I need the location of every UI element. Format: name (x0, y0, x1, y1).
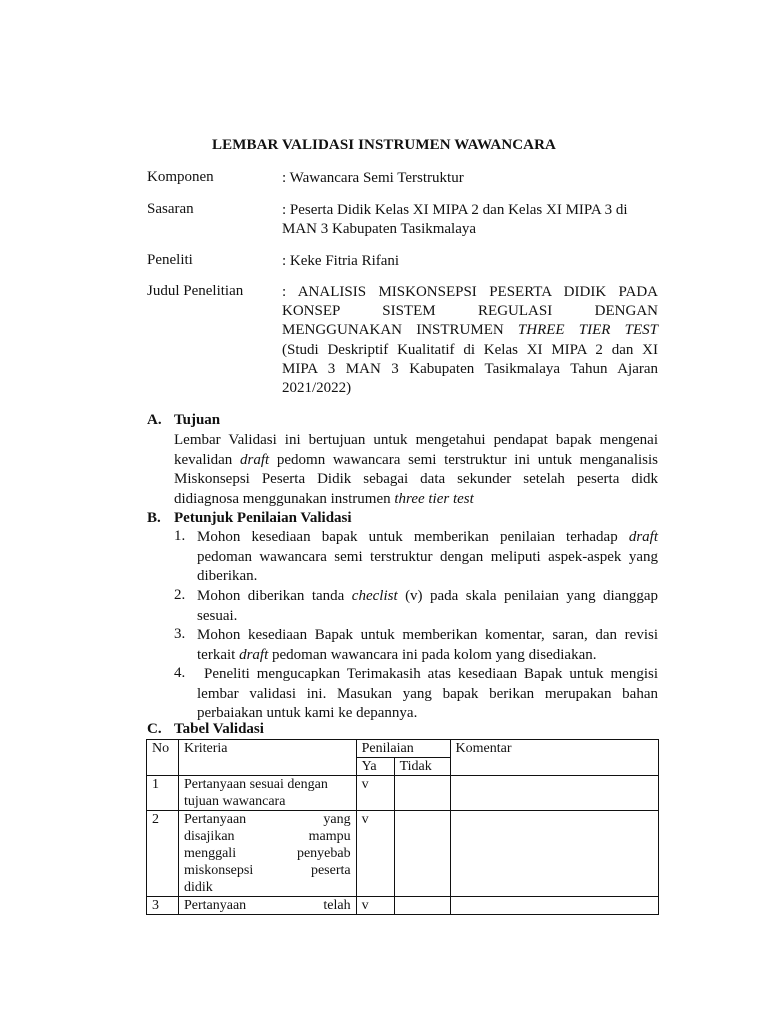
header-no: No (147, 740, 179, 776)
row-kriteria (178, 776, 356, 811)
paragraph-line (174, 490, 658, 510)
row-kriteria (178, 897, 356, 915)
item-line: Peneliti mengucapkan Terimakasih atas kesediaan Bapak untuk mengisi (197, 666, 658, 682)
text: Mohon diberikan tanda (197, 588, 352, 604)
judul-label: Judul Penelitian (147, 283, 244, 299)
kriteria-line: didik (183, 880, 213, 895)
row-tidak (394, 776, 450, 811)
item-line: Mohon kesediaan Bapak untuk memberikan komentar, saran, dan revisi (197, 627, 658, 643)
section-c-letter: C. (147, 721, 162, 737)
row-no: 3 (147, 897, 179, 915)
judul-line: : ANALISIS MISKONSEPSI PESERTA DIDIK PADA (282, 284, 658, 300)
sasaran-line: MAN 3 Kabupaten Tasikmalaya (282, 221, 477, 237)
item-line (197, 528, 658, 548)
komponen-value: : Wawancara Semi Terstruktur (282, 170, 464, 186)
kriteria-line: Pertanyaan yang (183, 812, 351, 827)
row-ya: v (356, 811, 394, 897)
kriteria-line: miskonsepsi peserta (183, 863, 351, 878)
judul-line: (Studi Deskriptif Kualitatif di Kelas XI MIPA 2 dan XI (282, 341, 658, 358)
header-tidak: Tidak (394, 758, 450, 776)
italic-text: three tier test (394, 491, 474, 508)
item-line: lembar validasi ini. Masukan yang bapak berikan merupakan bahan (197, 685, 658, 702)
judul-line-text: MENGGUNAKAN INSTRUMEN (282, 322, 518, 339)
table-header-row (147, 740, 659, 758)
judul-line-italic: THREE TIER TEST (517, 322, 658, 339)
header-ya: Ya (356, 758, 394, 776)
section-c-title: Tabel Validasi (174, 721, 264, 737)
text: pedomn wawancara semi terstruktur ini untuk menganalisis (269, 451, 658, 468)
table-row (147, 776, 659, 811)
row-ya: v (356, 776, 394, 811)
row-ya: v (356, 897, 394, 915)
section-b-letter: B. (147, 510, 161, 526)
text: (v) pada skala penilaian yang dianggap (397, 588, 659, 604)
judul-line: KONSEP SISTEM REGULASI DENGAN (282, 303, 658, 320)
kriteria-line: Pertanyaan sesuai dengan (183, 777, 328, 792)
kriteria-line: Pertanyaan telah (183, 898, 351, 913)
judul-value (282, 283, 658, 398)
row-komentar (450, 897, 659, 915)
validation-table (146, 739, 659, 915)
italic-text: draft (628, 529, 658, 545)
text: Mohon kesediaan bapak untuk memberikan penilaian terhadap (197, 529, 629, 545)
peneliti-value: : Keke Fitria Rifani (282, 253, 400, 269)
sasaran-label: Sasaran (147, 201, 194, 217)
item-line: perbaiakan untuk kami ke depannya. (197, 705, 418, 722)
table-row (147, 897, 659, 915)
text: kevalidan (174, 451, 241, 468)
sasaran-line: : Peserta Didik Kelas XI MIPA 2 dan Kelas XI MIPA 3 di (282, 202, 628, 218)
document-title: LEMBAR VALIDASI INSTRUMEN WAWANCARA (212, 137, 556, 153)
section-a-paragraph (174, 431, 658, 510)
section-a-letter: A. (147, 412, 162, 428)
judul-line: MIPA 3 MAN 3 Kabupaten Tasikmalaya Tahun Ajaran (282, 360, 658, 377)
list-number: 4. (174, 665, 186, 681)
row-tidak (394, 811, 450, 897)
paragraph-line: Miskonsepsi Peserta Didik sebagai data sekunder setelah peserta didk (174, 471, 658, 488)
komponen-label: Komponen (147, 169, 214, 185)
list-item (197, 528, 658, 587)
judul-line: 2021/2022) (282, 380, 352, 397)
item-line (197, 646, 658, 666)
kriteria-line: menggali penyebab (183, 846, 351, 861)
section-a-title: Tujuan (174, 412, 221, 428)
peneliti-label: Peneliti (147, 252, 193, 268)
row-no: 1 (147, 776, 179, 811)
sasaran-value (282, 201, 658, 239)
item-line: diberikan. (197, 568, 258, 585)
row-kriteria (178, 811, 356, 897)
item-line (197, 587, 658, 607)
table-row (147, 811, 659, 897)
row-komentar (450, 776, 659, 811)
row-no: 2 (147, 811, 179, 897)
judul-line (282, 321, 658, 340)
italic-text: checlist (351, 588, 398, 604)
paragraph-line: Lembar Validasi ini bertujuan untuk mengetahui pendapat bapak mengenai (174, 432, 658, 448)
list-number: 2. (174, 587, 186, 603)
row-komentar (450, 811, 659, 897)
italic-text: draft (240, 451, 270, 468)
item-line: pedoman wawancara semi terstruktur dengan meliputi aspek-aspek yang (197, 548, 658, 565)
list-number: 1. (174, 528, 186, 544)
text: pedoman wawancara ini pada kolom yang disediakan. (268, 646, 597, 663)
section-b-title: Petunjuk Penilaian Validasi (174, 510, 352, 526)
list-item (197, 587, 658, 626)
header-penilaian: Penilaian (356, 740, 450, 758)
kriteria-line: disajikan mampu (183, 829, 351, 844)
italic-text: draft (239, 646, 269, 663)
header-komentar: Komentar (450, 740, 659, 776)
text: terkait (197, 646, 240, 663)
list-item (197, 665, 658, 724)
list-number: 3. (174, 626, 186, 642)
list-item (197, 626, 658, 665)
row-tidak (394, 897, 450, 915)
paragraph-line (174, 451, 658, 471)
kriteria-line: tujuan wawancara (183, 794, 286, 809)
item-line: sesuai. (197, 607, 238, 624)
text: didiagnosa menggunakan instrumen (174, 491, 395, 508)
header-kriteria: Kriteria (178, 740, 356, 776)
